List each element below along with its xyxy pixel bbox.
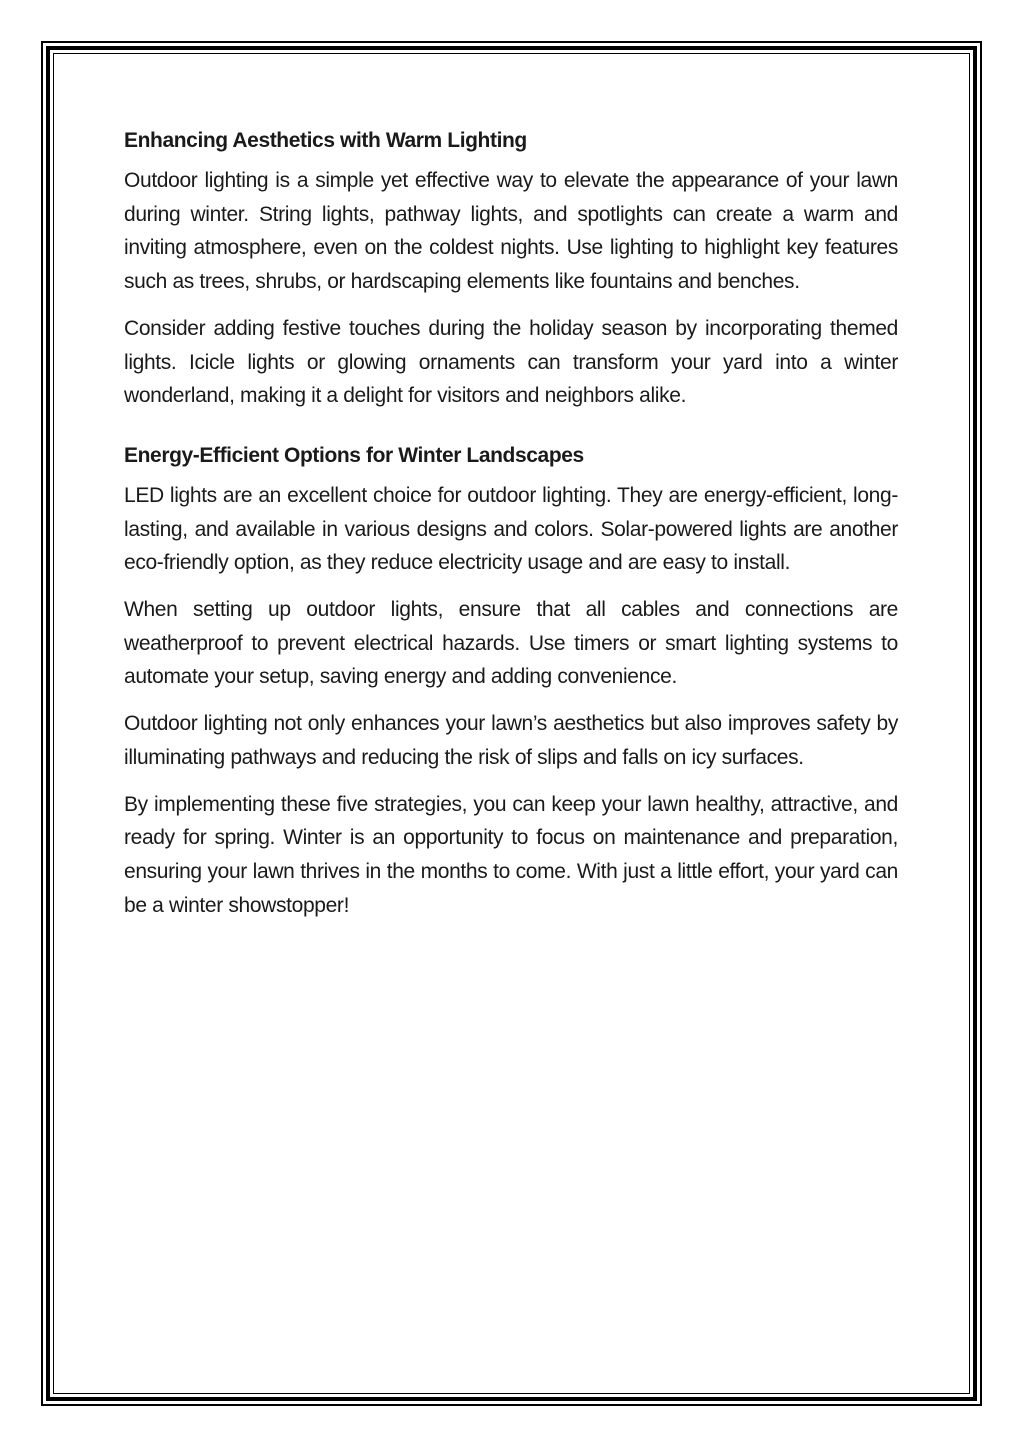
paragraph: LED lights are an excellent choice for outdoor lighting. They are energy-efficient, long-lasting, and available in various designs and colors. Solar-powered lights are another eco-friendly option, as they reduce electricity usage and are easy to install. [124,483,898,575]
section-spacer [124,426,898,439]
paragraph: Consider adding festive touches during the holiday season by incorporating themed lights. Icicle lights or glowing ornaments can transform your yard into a winter wonderland, making it a delight for visitors and neighbors alike. [124,316,898,408]
section-heading-aesthetics: Enhancing Aesthetics with Warm Lighting [124,129,527,152]
paragraph: By implementing these five strategies, you can keep your lawn healthy, attractive, and ready for spring. Winter is an opportunity to focus on maintenance and preparation, ensuring your lawn thrives in the months to come. With just a little effort, your yard can be a winter showstopper! [124,792,898,917]
section-heading-energy-efficient: Energy-Efficient Options for Winter Landscapes [124,443,584,467]
document-body [124,124,898,935]
paragraph: Outdoor lighting not only enhances your lawn’s aesthetics but also improves safety by illuminating pathways and reducing the risk of slips and falls on icy surfaces. [124,712,898,769]
paragraph: Outdoor lighting is a simple yet effective way to elevate the appearance of your lawn during winter. String lights, pathway lights, and spotlights can create a warm and inviting atmosphere, even on the coldest nights. Use lighting to highlight key features such as trees, shrubs, or hardscaping elements like fountains and benches. [124,169,898,294]
paragraph: When setting up outdoor lights, ensure that all cables and connections are weatherproof to prevent electrical hazards. Use timers or smart lighting systems to automate your setup, saving energy and adding convenience. [124,598,898,689]
